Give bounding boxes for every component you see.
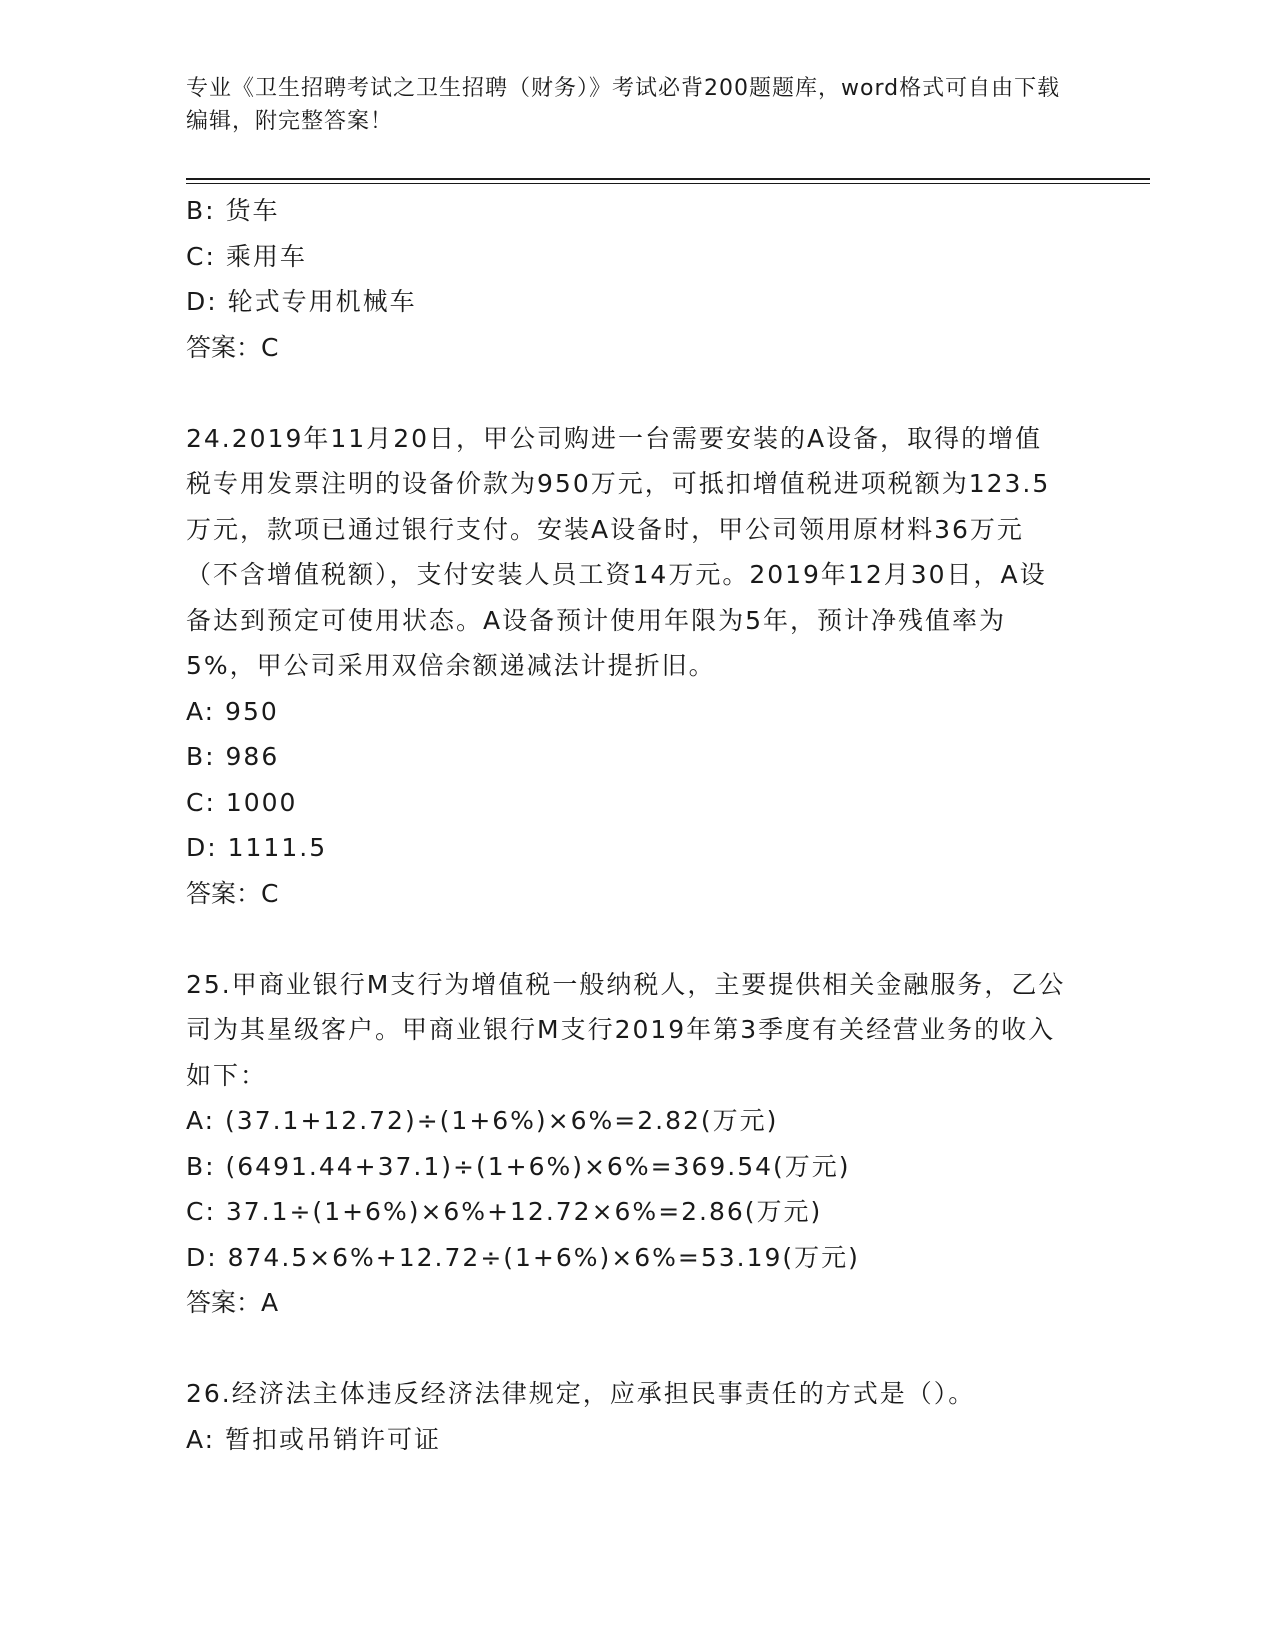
- question-26: [186, 1371, 1086, 1462]
- question-23-tail: [186, 188, 1086, 370]
- option-d: D: 874.5×6%+12.72÷(1+6%)×6%=53.19(万元): [186, 1242, 860, 1272]
- document-header: 专业《卫生招聘考试之卫生招聘（财务）》考试必背200题题库，word格式可自由下载编辑，附完整答案！: [186, 76, 1061, 134]
- option-a: A: 950: [186, 696, 279, 726]
- spacer: [186, 916, 1086, 962]
- answer-text: 答案：C: [186, 878, 279, 908]
- spacer: [186, 1326, 1086, 1372]
- question-24: [186, 416, 1086, 917]
- option-c: C: 37.1÷(1+6%)×6%+12.72×6%=2.86(万元): [186, 1197, 823, 1226]
- option-a: A: 暂扣或吊销许可证: [186, 1424, 442, 1454]
- option-a: A: (37.1+12.72)÷(1+6%)×6%=2.82(万元): [186, 1106, 779, 1135]
- question-text: 26.经济法主体违反经济法律规定，应承担民事责任的方式是（）。: [186, 1379, 976, 1408]
- answer-text: 答案：A: [186, 1288, 279, 1317]
- option-d: D: 1111.5: [186, 833, 328, 862]
- option-c: C: 1000: [186, 787, 298, 817]
- answer-text: 答案：C: [186, 332, 279, 362]
- header-divider-thin: [186, 183, 1150, 184]
- document-body: [186, 188, 1086, 1462]
- option-b: B: 货车: [186, 196, 280, 225]
- option-b: B: 986: [186, 742, 280, 771]
- spacer: [186, 370, 1086, 416]
- option-d: D: 轮式专用机械车: [186, 287, 417, 316]
- question-25: [186, 962, 1086, 1326]
- option-c: C: 乘用车: [186, 241, 307, 271]
- header-divider: [186, 178, 1150, 180]
- question-text: 25.甲商业银行M支行为增值税一般纳税人，主要提供相关金融服务，乙公司为其星级客户。甲商业银行M支行2019年第3季度有关经营业务的收入如下：: [186, 969, 1066, 1090]
- question-text: 24.2019年11月20日，甲公司购进一台需要安装的A设备，取得的增值税专用发票注明的设备价款为950万元，可抵扣增值税进项税额为123.5万元，款项已通过银行支付。安装A设备时，甲公司领用原材料36万元（不含增值税额），支付安装人员工资14万元。2019年12月30日，A设备达到预定可使用状态。A设备预计使用年限为5年，预计净残值率为5%，甲公司采用双倍余额递减法计提折旧。: [186, 423, 1051, 680]
- option-b: B: (6491.44+37.1)÷(1+6%)×6%=369.54(万元): [186, 1151, 851, 1181]
